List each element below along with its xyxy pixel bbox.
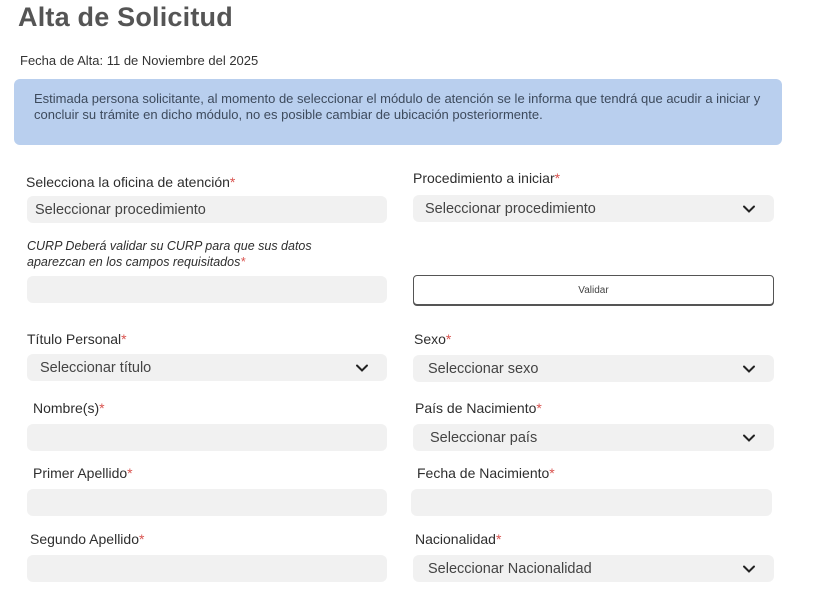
pais-label: País de Nacimiento* bbox=[415, 400, 542, 416]
procedimiento-select[interactable]: Seleccionar procedimiento bbox=[413, 195, 774, 222]
curp-input[interactable] bbox=[27, 276, 387, 303]
oficina-label: Selecciona la oficina de atención* bbox=[26, 174, 236, 190]
fecha-alta: Fecha de Alta: 11 de Noviembre del 2025 bbox=[20, 53, 259, 68]
chevron-down-icon bbox=[742, 431, 756, 445]
procedimiento-label: Procedimiento a iniciar* bbox=[413, 170, 561, 186]
sexo-select[interactable]: Seleccionar sexo bbox=[413, 355, 774, 382]
nacionalidad-select[interactable]: Seleccionar Nacionalidad bbox=[413, 555, 774, 582]
page-title: Alta de Solicitud bbox=[18, 2, 233, 32]
pais-select[interactable]: Seleccionar país bbox=[413, 424, 774, 451]
fecha-nacimiento-label: Fecha de Nacimiento* bbox=[417, 465, 555, 481]
oficina-select[interactable]: Seleccionar procedimiento bbox=[27, 196, 387, 223]
segundo-apellido-label: Segundo Apellido* bbox=[30, 531, 145, 547]
titulo-select[interactable]: Seleccionar título bbox=[27, 354, 387, 381]
chevron-down-icon bbox=[742, 362, 756, 376]
nacionalidad-label: Nacionalidad* bbox=[415, 531, 502, 547]
chevron-down-icon bbox=[742, 202, 756, 216]
fecha-nacimiento-input[interactable] bbox=[411, 489, 772, 516]
primer-apellido-input[interactable] bbox=[27, 489, 387, 516]
chevron-down-icon bbox=[355, 361, 369, 375]
nombre-input[interactable] bbox=[27, 424, 387, 451]
segundo-apellido-input[interactable] bbox=[27, 555, 387, 582]
nombre-label: Nombre(s)* bbox=[33, 400, 105, 416]
notice-banner: Estimada persona solicitante, al momento de seleccionar el módulo de atención se le informa que tendrá que acudir a iniciar y concluir su trámite en dicho módulo, no es posible cambiar de ubicación posteriormente. bbox=[14, 79, 782, 145]
curp-label: CURP Deberá validar su CURP para que sus datos aparezcan en los campos requisitados* bbox=[27, 239, 312, 269]
titulo-label: Título Personal* bbox=[27, 331, 127, 347]
validar-button[interactable]: Validar bbox=[413, 275, 774, 305]
primer-apellido-label: Primer Apellido* bbox=[33, 465, 133, 481]
chevron-down-icon bbox=[742, 562, 756, 576]
sexo-label: Sexo* bbox=[414, 331, 452, 347]
